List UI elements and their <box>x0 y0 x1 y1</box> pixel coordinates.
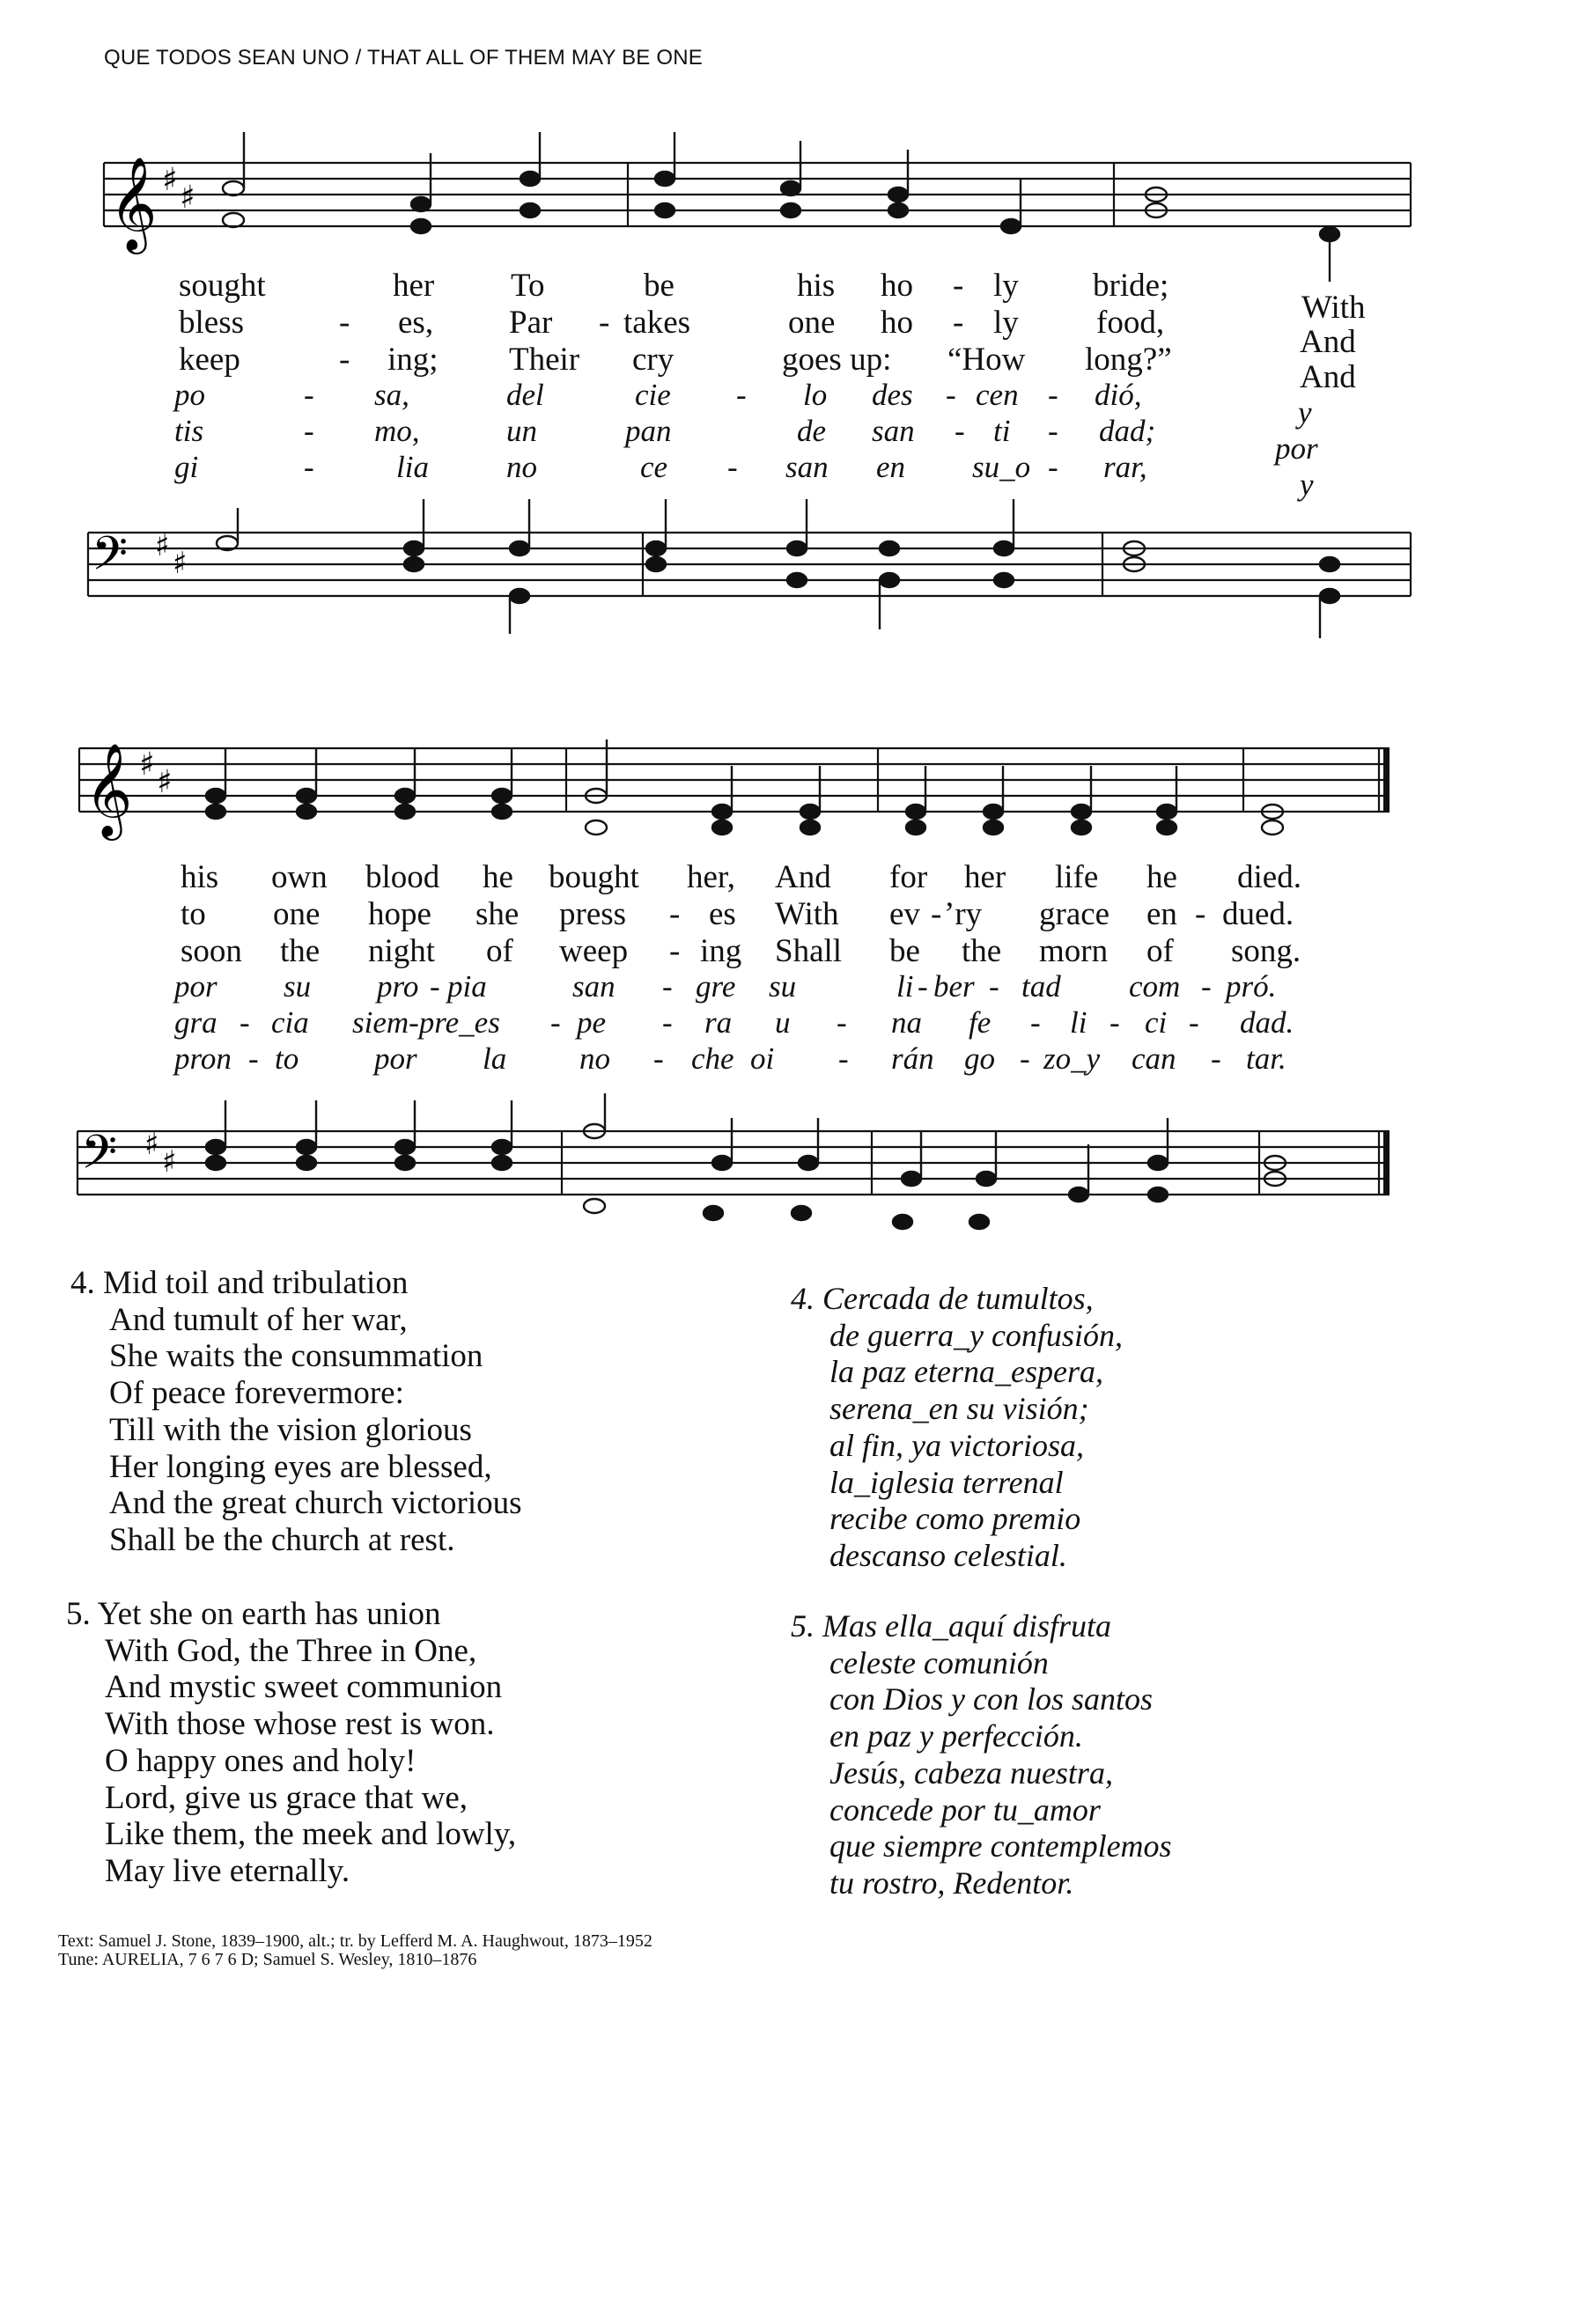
verse-line: de guerra_y confusión, <box>829 1317 1123 1353</box>
svg-text:♯: ♯ <box>162 1144 177 1180</box>
lyric-syllable: su <box>769 969 797 1004</box>
lyric-syllable: life <box>1055 859 1099 895</box>
verse-line: Her longing eyes are blessed, <box>109 1448 492 1485</box>
lyric-syllable: na <box>891 1005 922 1040</box>
lyric-syllable: be <box>644 268 675 304</box>
verse-line: She waits the consummation <box>109 1338 483 1375</box>
lyric-syllable: morn <box>1039 933 1109 969</box>
lyric-syllable: pan <box>625 414 672 448</box>
lyric-line-spanish <box>0 414 1585 466</box>
verse-line: al fin, ya victoriosa, <box>829 1427 1084 1463</box>
lyric-syllable: - <box>953 268 964 304</box>
lyric-syllable: dad; <box>1099 414 1156 448</box>
lyric-syllable: - <box>669 933 681 969</box>
lyric-syllable: his <box>797 268 836 304</box>
lyric-syllable: her, <box>687 859 736 895</box>
svg-text:♯: ♯ <box>144 1127 159 1162</box>
lyric-syllable: sought <box>179 268 266 304</box>
lyric-syllable: - <box>304 450 314 484</box>
verse-5-english <box>66 1596 516 1890</box>
lyric-syllable: can <box>1132 1041 1176 1076</box>
key-signature-icon: ♯ <box>162 162 178 198</box>
verse-4-english <box>70 1265 522 1559</box>
lyric-syllable: - <box>662 969 673 1004</box>
bass-staff-system2 <box>0 1092 1585 1250</box>
verse-line: descanso celestial. <box>829 1537 1067 1573</box>
lyric-syllable: she <box>476 896 520 932</box>
lyric-syllable: ing; <box>387 342 439 378</box>
lyric-syllable: her <box>393 268 435 304</box>
lyric-syllable: his <box>181 859 219 895</box>
lyric-syllable: - <box>931 896 942 932</box>
lyric-syllable: With <box>1301 290 1366 326</box>
lyric-syllable: fe <box>969 1005 992 1040</box>
lyric-syllable: grace <box>1039 896 1110 932</box>
lyric-syllable: - <box>1020 1041 1030 1076</box>
verse-line: Jesús, cabeza nuestra, <box>829 1754 1113 1791</box>
lyric-syllable: goes up: <box>782 342 892 378</box>
lyric-syllable: - <box>430 969 440 1004</box>
verse-5-spanish <box>791 1608 1172 1902</box>
lyric-syllable: dued. <box>1222 896 1294 932</box>
verse-line: recibe como premio <box>829 1501 1081 1537</box>
lyric-line-spanish <box>0 450 1585 502</box>
lyric-syllable: che <box>691 1041 734 1076</box>
lyric-line <box>0 932 1585 969</box>
lyric-syllable: por <box>1275 431 1318 466</box>
lyric-syllable: li <box>1070 1005 1087 1040</box>
svg-text:♯: ♯ <box>139 746 155 783</box>
svg-text:♯: ♯ <box>155 528 170 563</box>
lyric-syllable: por <box>374 1041 417 1076</box>
lyric-syllable: blood <box>365 859 440 895</box>
lyric-syllable: for <box>889 859 928 895</box>
lyric-syllable: es <box>709 896 736 932</box>
verse-line: With God, the Three in One, <box>105 1632 477 1669</box>
lyric-syllable: tad <box>1021 969 1061 1004</box>
lyric-syllable: - <box>339 342 350 378</box>
lyric-syllable: y <box>1300 467 1314 502</box>
lyric-syllable: siem-pre_es <box>352 1005 500 1040</box>
lyric-syllable: san <box>572 969 616 1004</box>
lyric-syllable: un <box>506 414 537 448</box>
lyric-syllable: la <box>483 1041 507 1076</box>
lyric-syllable: bless <box>179 305 244 341</box>
lyric-syllable: - <box>953 305 964 341</box>
lyric-syllable: en <box>1146 896 1177 932</box>
lyric-syllable: ’ry <box>944 896 983 932</box>
lyric-syllable: no <box>579 1041 610 1076</box>
lyric-syllable: ly <box>993 268 1019 304</box>
bass-staff-system1 <box>0 497 1585 647</box>
lyric-syllable: - <box>1211 1041 1221 1076</box>
lyric-syllable: long?” <box>1085 342 1172 378</box>
lyric-syllable: cie <box>635 378 671 412</box>
lyric-syllable: pe <box>577 1005 607 1040</box>
lyric-syllable: su <box>284 969 312 1004</box>
text-credit: Text: Samuel J. Stone, 1839–1900, alt.; tr. by Lefferd M. A. Haughwout, 1873–1952 <box>58 1931 652 1951</box>
verse-line: With those whose rest is won. <box>105 1706 495 1743</box>
lyric-line-spanish <box>0 1005 1585 1041</box>
lyric-syllable: weep <box>559 933 629 969</box>
lyric-syllable: dió, <box>1095 378 1142 412</box>
lyric-syllable: - <box>837 1005 847 1040</box>
lyric-syllable: su_o <box>972 450 1031 484</box>
lyric-syllable: he <box>483 859 513 895</box>
lyric-syllable: And <box>1300 324 1356 360</box>
lyric-syllable: And <box>1300 359 1356 395</box>
lyric-syllable: hope <box>368 896 431 932</box>
tune-credit: Tune: AURELIA, 7 6 7 6 D; Samuel S. Wesley, 1810–1876 <box>58 1950 477 1969</box>
lyric-syllable: ra <box>704 1005 733 1040</box>
lyrics-system2 <box>0 858 1585 1077</box>
lyric-syllable: cen <box>976 378 1019 412</box>
lyric-syllable: ev <box>889 896 920 932</box>
treble-staff-system2 <box>0 722 1585 880</box>
lyric-syllable: Par <box>509 305 553 341</box>
verse-line: la_iglesia terrenal <box>829 1464 1064 1500</box>
lyric-syllable: - <box>599 305 610 341</box>
lyric-syllable: sa, <box>374 378 409 412</box>
lyric-syllable: bought <box>549 859 639 895</box>
lyric-syllable: pro <box>377 969 419 1004</box>
lyric-syllable: - <box>955 414 965 448</box>
verse-line: 5. Mas ella_aquí disfruta <box>791 1608 1112 1644</box>
lyric-syllable: - <box>248 1041 259 1076</box>
lyric-syllable: - <box>989 969 999 1004</box>
lyric-syllable: pron <box>174 1041 232 1076</box>
verse-line: con Dios y con los santos <box>829 1681 1153 1717</box>
lyric-syllable: san <box>785 450 829 484</box>
lyric-syllable: pia <box>447 969 487 1004</box>
lyric-syllable: des <box>872 378 913 412</box>
lyric-syllable: gra <box>174 1005 217 1040</box>
lyric-syllable: press <box>559 896 627 932</box>
lyric-syllable: cia <box>271 1005 309 1040</box>
lyric-syllable: - <box>653 1041 664 1076</box>
verse-line: 5. Yet she on earth has union <box>66 1596 441 1632</box>
lyric-syllable: - <box>339 305 350 341</box>
lyric-syllable: gre <box>696 969 736 1004</box>
lyric-syllable: gi <box>174 450 199 484</box>
lyric-syllable: - <box>550 1005 561 1040</box>
lyric-syllable: to <box>275 1041 299 1076</box>
lyric-syllable: the <box>962 933 1002 969</box>
lyric-syllable: one <box>788 305 836 341</box>
lyric-syllable: - <box>1189 1005 1199 1040</box>
lyric-syllable: rán <box>891 1041 934 1076</box>
lyric-syllable: mo, <box>374 414 420 448</box>
lyric-syllable: ing <box>700 933 742 969</box>
svg-text:𝄢: 𝄢 <box>81 1126 118 1191</box>
verse-line: la paz eterna_espera, <box>829 1354 1103 1390</box>
lyric-syllable: - <box>1195 896 1206 932</box>
lyric-syllable: - <box>946 378 956 412</box>
verse-line: celeste comunión <box>829 1644 1049 1680</box>
lyric-syllable: y <box>1298 395 1312 430</box>
verse-line: 4. Cercada de tumultos, <box>791 1281 1094 1316</box>
lyric-syllable: song. <box>1231 933 1301 969</box>
verse-line: Lord, give us grace that we, <box>105 1779 468 1816</box>
lyric-syllable: - <box>918 969 928 1004</box>
lyric-syllable: food, <box>1096 305 1165 341</box>
lyric-syllable: - <box>727 450 738 484</box>
lyric-syllable: “How <box>947 342 1026 378</box>
verse-line: 4. Mid toil and tribulation <box>70 1265 409 1301</box>
lyric-syllable: en <box>876 450 906 484</box>
treble-clef-icon: 𝄞 <box>109 156 158 250</box>
verse-line: Of peace forevermore: <box>109 1375 404 1412</box>
lyric-syllable: tar. <box>1246 1041 1286 1076</box>
hymn-title: QUE TODOS SEAN UNO / THAT ALL OF THEM MAY BE ONE <box>104 46 703 70</box>
lyric-syllable: rar, <box>1103 450 1147 484</box>
lyric-syllable: to <box>181 896 206 932</box>
lyric-syllable: li <box>896 969 914 1004</box>
lyric-syllable: - <box>1201 969 1212 1004</box>
lyric-syllable: - <box>736 378 747 412</box>
lyric-syllable: - <box>1110 1005 1120 1040</box>
verse-line: serena_en su visión; <box>829 1391 1089 1427</box>
bass-clef-icon: 𝄢 <box>92 527 129 592</box>
lyric-syllable: be <box>889 933 920 969</box>
lyric-syllable: - <box>240 1005 250 1040</box>
lyric-syllable: lia <box>396 450 429 484</box>
lyric-syllable: de <box>797 414 827 448</box>
svg-text:♯: ♯ <box>157 764 173 800</box>
lyric-syllable: ber <box>933 969 975 1004</box>
lyric-syllable: own <box>271 859 328 895</box>
lyric-syllable: pró. <box>1226 969 1277 1004</box>
lyric-syllable: no <box>506 450 537 484</box>
verse-line: que siempre contemplemos <box>829 1828 1172 1864</box>
lyric-syllable: of <box>486 933 513 969</box>
lyric-syllable: bride; <box>1093 268 1169 304</box>
lyric-line-spanish <box>0 378 1585 430</box>
lyric-syllable: ho <box>881 305 913 341</box>
lyric-syllable: And <box>775 859 831 895</box>
lyric-syllable: keep <box>179 342 240 378</box>
lyric-syllable: ly <box>993 305 1019 341</box>
lyric-syllable: - <box>1048 378 1058 412</box>
lyric-syllable: - <box>669 896 681 932</box>
lyric-syllable: - <box>304 414 314 448</box>
verse-line: concede por tu_amor <box>829 1791 1101 1828</box>
lyric-syllable: dad. <box>1240 1005 1294 1040</box>
lyric-syllable: - <box>1048 414 1058 448</box>
lyric-syllable: of <box>1146 933 1174 969</box>
verse-line: O happy ones and holy! <box>105 1742 417 1779</box>
lyric-syllable: - <box>304 378 314 412</box>
lyric-line-spanish <box>0 969 1585 1005</box>
lyric-syllable: com <box>1129 969 1181 1004</box>
lyric-syllable: - <box>1030 1005 1041 1040</box>
lyrics-system1 <box>0 267 1585 502</box>
svg-text:♯: ♯ <box>173 546 188 581</box>
lyric-syllable: zo_y <box>1043 1041 1101 1076</box>
verse-line: en paz y perfección. <box>829 1718 1083 1754</box>
lyric-line <box>0 895 1585 932</box>
lyric-syllable: lo <box>803 378 828 412</box>
lyric-syllable: night <box>368 933 436 969</box>
verse-number: 4. <box>70 1265 95 1301</box>
verse-line: And tumult of her war, <box>109 1301 408 1338</box>
lyric-syllable: ti <box>993 414 1011 448</box>
lyric-syllable: ce <box>640 450 668 484</box>
lyric-syllable: ci <box>1145 1005 1168 1040</box>
lyric-syllable: Their <box>509 342 580 378</box>
lyric-syllable: por <box>174 969 217 1004</box>
lyric-syllable: po <box>174 378 205 412</box>
lyric-syllable: del <box>506 378 544 412</box>
lyric-syllable: To <box>511 268 545 304</box>
lyric-syllable: oi <box>750 1041 775 1076</box>
lyric-syllable: san <box>872 414 915 448</box>
verse-line: And the great church victorious <box>109 1485 522 1522</box>
lyric-syllable: one <box>273 896 321 932</box>
credits <box>58 1932 652 1969</box>
lyric-syllable: - <box>1048 450 1058 484</box>
verse-4-spanish <box>791 1281 1123 1575</box>
verse-line: And mystic sweet communion <box>105 1669 503 1706</box>
verse-line: Shall be the church at rest. <box>109 1521 455 1558</box>
verse-line: May live eternally. <box>105 1852 350 1889</box>
verse-number: 4. <box>791 1281 815 1316</box>
lyric-syllable: - <box>662 1005 673 1040</box>
lyric-syllable: tis <box>174 414 204 448</box>
lyric-syllable: go <box>964 1041 995 1076</box>
lyric-syllable: takes <box>623 305 691 341</box>
lyric-syllable: Shall <box>775 933 843 969</box>
lyric-syllable: her <box>964 859 1006 895</box>
lyric-line-spanish <box>0 1041 1585 1077</box>
lyric-syllable: soon <box>181 933 242 969</box>
lyric-syllable: - <box>838 1041 849 1076</box>
lyric-line <box>0 858 1585 895</box>
lyric-syllable: the <box>280 933 321 969</box>
verse-number: 5. <box>791 1608 815 1644</box>
verse-number: 5. <box>66 1596 91 1632</box>
verse-line: tu rostro, Redentor. <box>829 1864 1074 1901</box>
svg-text:♯: ♯ <box>180 180 195 216</box>
lyric-syllable: With <box>775 896 839 932</box>
lyric-syllable: ho <box>881 268 913 304</box>
verse-line: Till with the vision glorious <box>109 1411 472 1448</box>
lyric-syllable: died. <box>1237 859 1301 895</box>
svg-text:𝄞: 𝄞 <box>85 742 133 836</box>
lyric-syllable: he <box>1146 859 1177 895</box>
lyric-syllable: u <box>775 1005 791 1040</box>
verse-line: Like them, the meek and lowly, <box>105 1816 517 1853</box>
lyric-syllable: cry <box>632 342 675 378</box>
lyric-syllable: es, <box>398 305 434 341</box>
